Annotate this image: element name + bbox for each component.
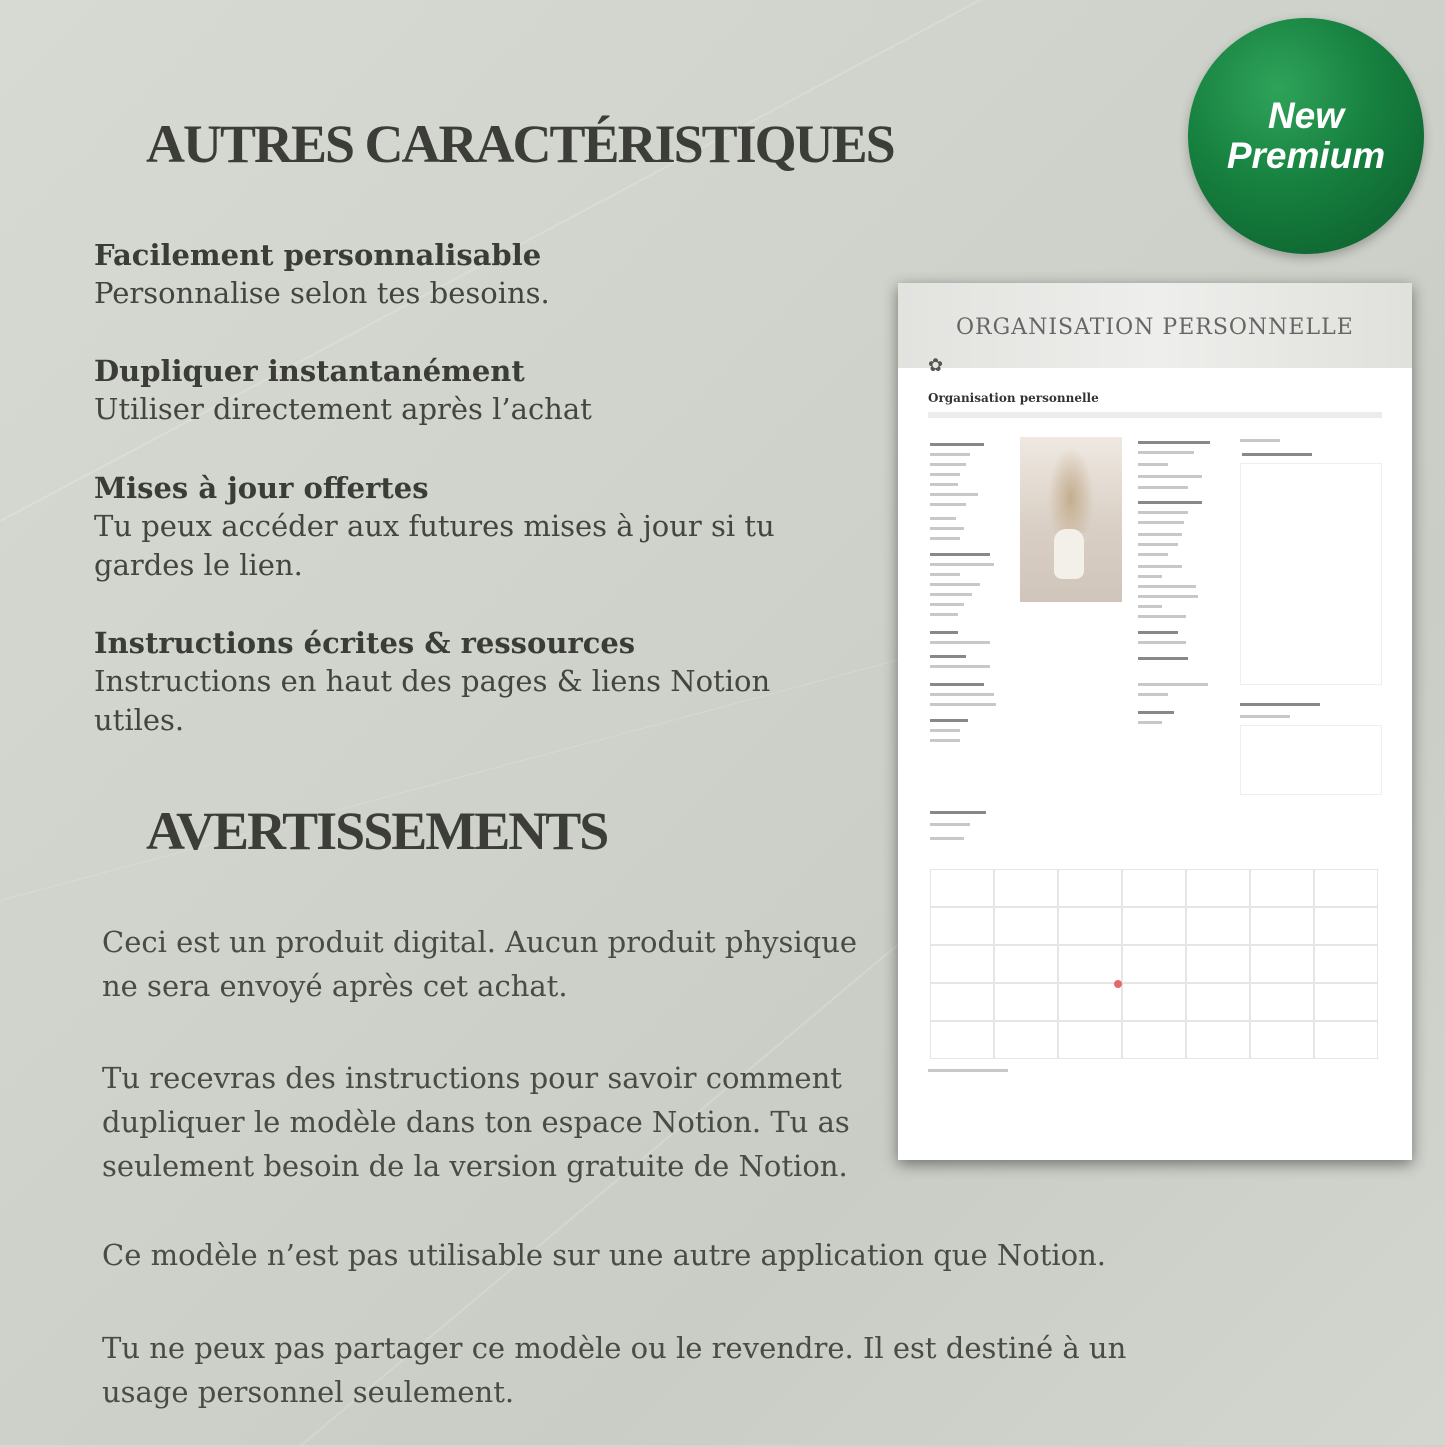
cal-cell: [1314, 907, 1378, 945]
cal-cell: [930, 1021, 994, 1059]
cal-cell: [1122, 907, 1186, 945]
preview-line: [930, 453, 970, 456]
preview-section: [930, 811, 986, 814]
preview-section: [1240, 703, 1320, 706]
preview-line: [1138, 475, 1202, 478]
feature-desc: Personnalise selon tes besoins.: [94, 276, 550, 310]
tasks-table: [1240, 725, 1382, 795]
preview-line: [930, 527, 964, 530]
preview-line: [1138, 521, 1184, 524]
preview-photo: [1020, 437, 1122, 602]
feature-item: [94, 624, 854, 740]
preview-line: [930, 503, 966, 506]
notification-box: [1240, 463, 1382, 685]
preview-line: [930, 573, 960, 576]
cal-cell: [994, 983, 1058, 1021]
preview-cover-title: ORGANISATION PERSONNELLE: [956, 315, 1354, 340]
preview-line: [1240, 439, 1280, 442]
preview-section: [1138, 711, 1174, 714]
feature-item: [94, 352, 854, 429]
preview-calendar: [930, 869, 1378, 1061]
feature-title: Facilement personnalisable: [94, 238, 542, 272]
preview-line: [1138, 595, 1198, 598]
feature-item: [94, 236, 854, 313]
cal-cell: [1314, 945, 1378, 983]
preview-line: [930, 473, 960, 476]
preview-section: [930, 553, 990, 556]
badge-line-1: New: [1267, 95, 1345, 136]
cal-cell: [1186, 869, 1250, 907]
cal-cell: [1186, 1021, 1250, 1059]
preview-line: [930, 703, 996, 706]
feature-title: Instructions écrites & ressources: [94, 626, 636, 660]
preview-line: [930, 483, 958, 486]
preview-line: [930, 603, 964, 606]
cal-cell: [1058, 945, 1122, 983]
flower-icon: ✿: [928, 355, 944, 376]
preview-section: [1138, 657, 1188, 660]
cal-cell: [994, 869, 1058, 907]
warning-text: Tu recevras des instructions pour savoir comment dupliquer le modèle dans ton espace Notion. Tu as seulement besoin de la version gratuite de Notion.: [102, 1061, 850, 1183]
preview-section: [1138, 441, 1210, 444]
cal-cell: [930, 869, 994, 907]
badge-line-2: Premium: [1226, 135, 1386, 176]
preview-line: [1138, 543, 1178, 546]
preview-line: [1138, 693, 1168, 696]
feature-desc: Instructions en haut des pages & liens Notion utiles.: [94, 664, 771, 737]
cal-cell: [1122, 945, 1186, 983]
preview-line: [1138, 615, 1186, 618]
vase: [1054, 529, 1084, 579]
cal-cell: [930, 983, 994, 1021]
new-premium-badge: [1188, 18, 1424, 254]
preview-section: [1242, 453, 1312, 456]
preview-line: [930, 463, 966, 466]
preview-line: [930, 837, 964, 840]
warning-text: Ceci est un produit digital. Aucun produit physique ne sera envoyé après cet achat.: [102, 925, 858, 1003]
feature-desc: Utiliser directement après l’achat: [94, 392, 592, 426]
cal-cell: [1186, 907, 1250, 945]
cal-cell: [1058, 869, 1122, 907]
feature-desc: Tu peux accéder aux futures mises à jour si tu gardes le lien.: [94, 509, 775, 582]
cal-cell: [1250, 983, 1314, 1021]
preview-line: [930, 593, 972, 596]
preview-line: [1138, 463, 1168, 466]
preview-line: [930, 583, 980, 586]
preview-line: [930, 693, 994, 696]
preview-line: [1138, 553, 1168, 556]
cal-cell: [1186, 945, 1250, 983]
preview-line: [930, 493, 978, 496]
preview-line: [930, 613, 958, 616]
preview-line: [1240, 715, 1290, 718]
preview-section: [930, 719, 968, 722]
feature-item: [94, 469, 854, 585]
preview-line: [1138, 683, 1208, 686]
preview-divider: [928, 412, 1382, 418]
warning-text: Tu ne peux pas partager ce modèle ou le revendre. Il est destiné à un usage personnel seulement.: [102, 1331, 1127, 1409]
notion-preview: [898, 283, 1412, 1160]
preview-section: [930, 655, 966, 658]
cal-cell: [1250, 869, 1314, 907]
cal-cell: [1122, 869, 1186, 907]
cal-cell: [930, 945, 994, 983]
preview-line: [930, 641, 990, 644]
preview-line: [928, 1069, 1008, 1072]
preview-section: [930, 683, 984, 686]
preview-line: [1138, 721, 1162, 724]
preview-line: [1138, 575, 1162, 578]
cal-cell: [1314, 983, 1378, 1021]
preview-cover: [898, 283, 1412, 368]
cal-cell: [994, 907, 1058, 945]
preview-line: [1138, 511, 1188, 514]
cal-cell: [1314, 1021, 1378, 1059]
cal-cell: [1058, 907, 1122, 945]
preview-line: [930, 537, 960, 540]
preview-section: [930, 443, 984, 446]
preview-line: [1138, 565, 1182, 568]
cal-cell: [994, 1021, 1058, 1059]
preview-line: [1138, 605, 1162, 608]
today-marker: [1114, 980, 1122, 988]
preview-section: [1138, 631, 1178, 634]
pampas-grass: [1048, 447, 1094, 533]
preview-line: [1138, 486, 1188, 489]
cal-cell: [1058, 1021, 1122, 1059]
warnings-heading: AVERTISSEMENTS: [146, 801, 608, 861]
cal-cell: [930, 907, 994, 945]
cal-cell: [1122, 983, 1186, 1021]
preview-line: [930, 739, 960, 742]
preview-line: [1138, 641, 1186, 644]
cal-cell: [1058, 983, 1122, 1021]
preview-section: [1138, 501, 1202, 504]
cal-cell: [1250, 1021, 1314, 1059]
warning-text: Ce modèle n’est pas utilisable sur une autre application que Notion.: [102, 1238, 1106, 1272]
cal-cell: [1122, 1021, 1186, 1059]
feature-title: Dupliquer instantanément: [94, 354, 525, 388]
cal-cell: [1250, 945, 1314, 983]
preview-line: [1138, 533, 1182, 536]
cal-cell: [1250, 907, 1314, 945]
cal-cell: [1314, 869, 1378, 907]
preview-line: [930, 563, 994, 566]
cal-cell: [1186, 983, 1250, 1021]
preview-line: [930, 823, 970, 826]
preview-line: [930, 665, 990, 668]
preview-line: [1138, 585, 1196, 588]
feature-title: Mises à jour offertes: [94, 471, 429, 505]
preview-section: [930, 631, 958, 634]
cal-cell: [994, 945, 1058, 983]
preview-line: [930, 729, 960, 732]
preview-line: [930, 517, 956, 520]
preview-line: [1138, 451, 1194, 454]
features-heading: AUTRES CARACTÉRISTIQUES: [146, 114, 894, 174]
preview-page-title: Organisation personnelle: [928, 391, 1099, 405]
